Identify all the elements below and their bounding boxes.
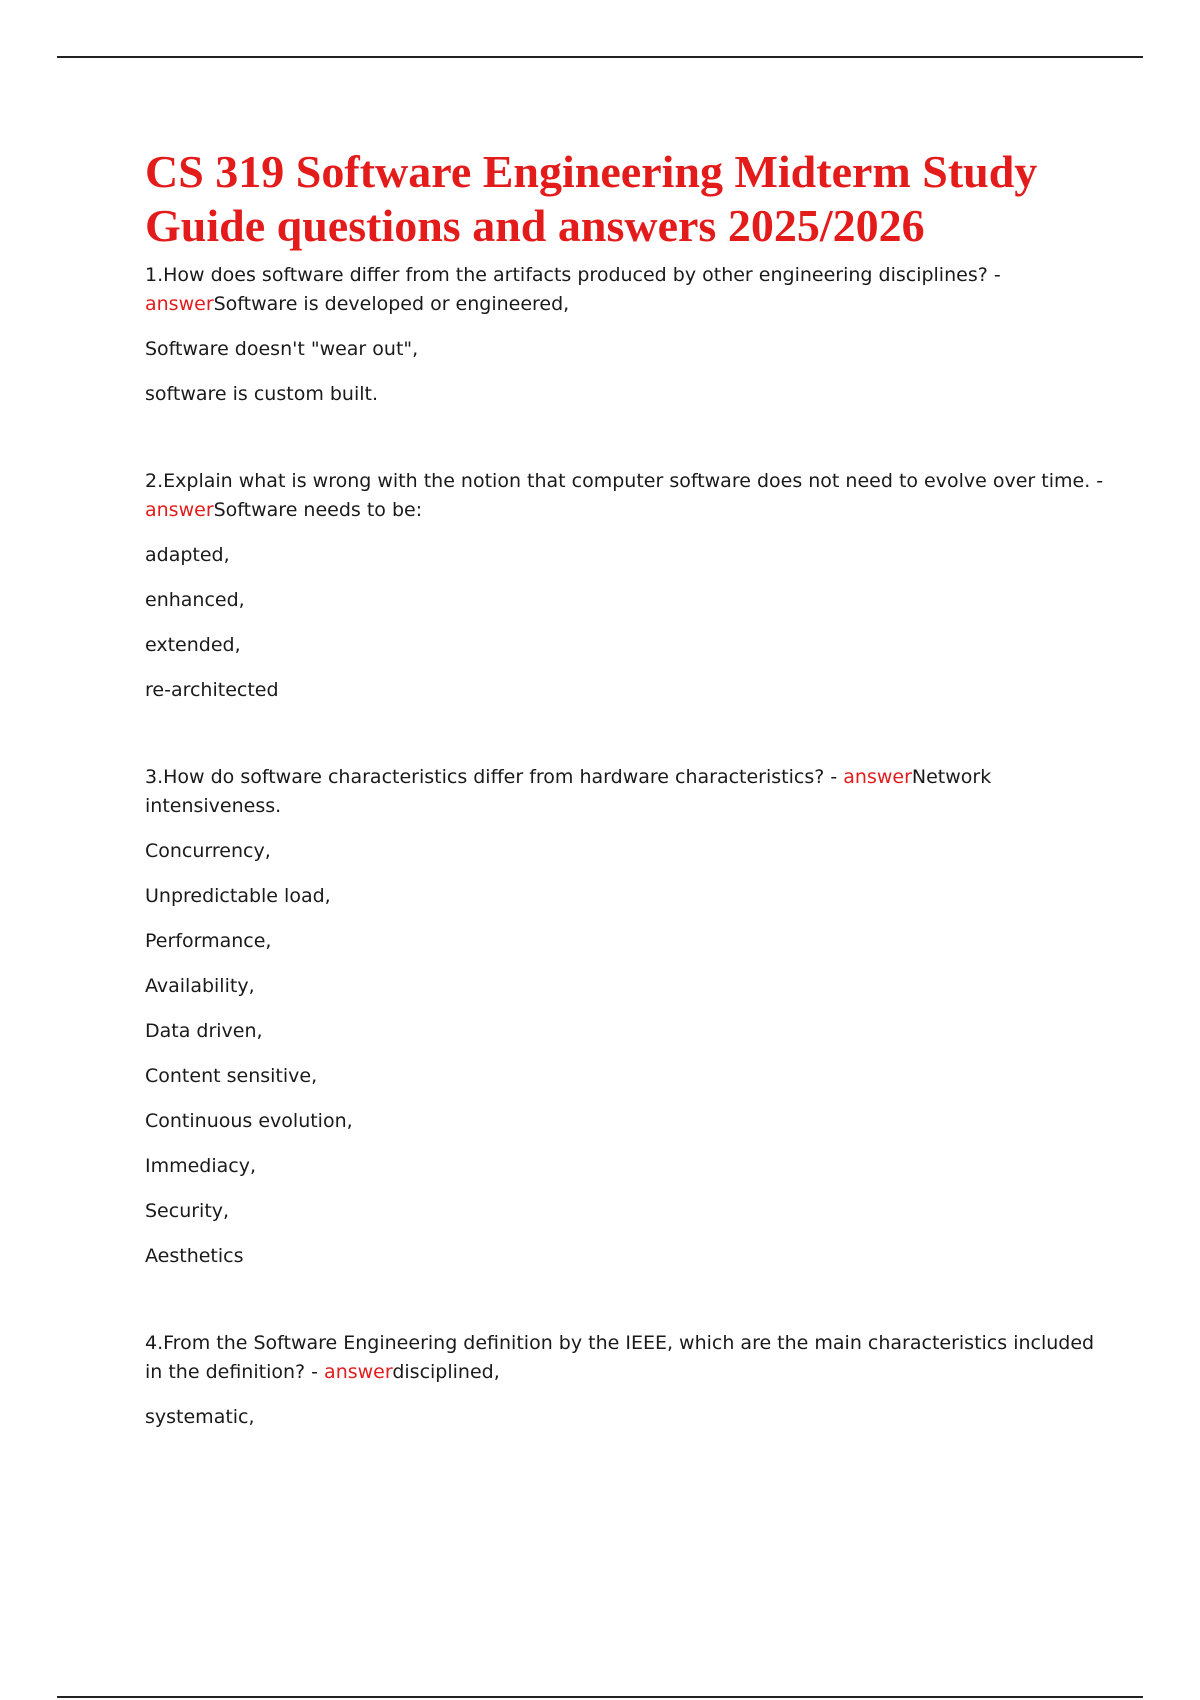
document-title: CS 319 Software Engineering Midterm Study Guide questions and answers 2025/2026 [145, 146, 1038, 251]
question-text [145, 467, 1105, 525]
answer-line: Continuous evolution, [145, 1110, 353, 1132]
answer-line: Security, [145, 1200, 230, 1222]
top-rule [57, 56, 1143, 58]
answer-line: Availability, [145, 975, 255, 997]
answer-line: enhanced, [145, 589, 245, 611]
section-gap [145, 721, 1105, 763]
qa-item-2 [145, 467, 1105, 705]
question-text [145, 763, 1105, 821]
answer-line: Aesthetics [145, 1245, 244, 1267]
answer-label: answer [145, 293, 214, 315]
question-prompt: 4.From the Software Engineering definition by the IEEE, which are the main characteristics included in the definition? - [145, 1332, 1095, 1383]
answer-label: answer [324, 1361, 393, 1383]
answer-first-line: Network intensiveness. [145, 766, 992, 817]
answer-label: answer [145, 499, 214, 521]
qa-item-3 [145, 763, 1105, 1271]
qa-item-4 [145, 1329, 1105, 1432]
answer-line: Concurrency, [145, 840, 271, 862]
answer-line: extended, [145, 634, 241, 656]
answer-line: Data driven, [145, 1020, 263, 1042]
question-text [145, 1329, 1105, 1387]
section-gap [145, 1287, 1105, 1329]
answer-first-line: Software needs to be: [213, 499, 423, 521]
question-prompt: 3.How do software characteristics differ from hardware characteristics? - [145, 766, 844, 788]
answer-first-line: Software is developed or engineered, [213, 293, 570, 315]
answer-label: answer [843, 766, 912, 788]
answer-line: Software doesn't "wear out", [145, 338, 419, 360]
answer-line: Unpredictable load, [145, 885, 331, 907]
answer-line: Immediacy, [145, 1155, 257, 1177]
answer-line: software is custom built. [145, 383, 379, 405]
answer-line: adapted, [145, 544, 230, 566]
qa-item-1 [145, 261, 1105, 409]
bottom-rule [57, 1696, 1143, 1698]
answer-line: Performance, [145, 930, 272, 952]
answer-line: systematic, [145, 1406, 255, 1428]
answer-first-line: disciplined, [392, 1361, 500, 1383]
question-prompt: 2.Explain what is wrong with the notion that computer software does not need to evolve over time. - [145, 470, 1104, 492]
document-body [145, 145, 1105, 1448]
answer-line: Content sensitive, [145, 1065, 318, 1087]
answer-line: re-architected [145, 679, 279, 701]
question-text [145, 261, 1105, 319]
question-prompt: 1.How does software differ from the artifacts produced by other engineering disciplines? - [145, 264, 1001, 286]
section-gap [145, 425, 1105, 467]
